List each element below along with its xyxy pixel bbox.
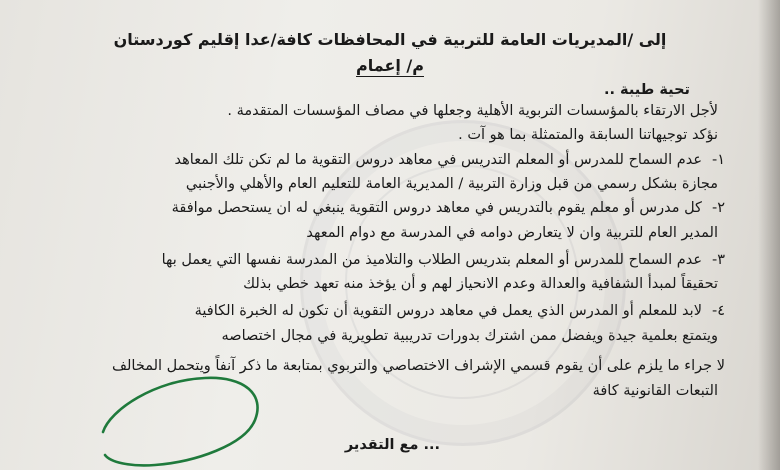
list-item-text: عدم السماح للمدرس أو المعلم بتدريس الطلاب والتلاميذ من المدرسة نفسها التي يعمل بها (161, 252, 702, 268)
list-item-2-line-1 (172, 200, 725, 216)
list-item-text: كل مدرس أو معلم يقوم بالتدريس في معاهد دروس التقوية ينبغي له ان يستحصل موافقة (171, 200, 702, 216)
list-item-1-line-2: مجازة بشكل رسمي من قبل وزارة التربية / المديرية العامة للتعليم العام والأهلي والأجنبي (185, 176, 718, 192)
list-item-number: ٢- (711, 200, 725, 216)
list-item-4-line-2: ويتمتع بعلمية جيدة ويفضل ممن اشترك بدورات تدريبية تطويرية في مجال اختصاصه (221, 328, 718, 344)
page-edge-shadow (758, 0, 780, 470)
list-item-text: عدم السماح للمدرس أو المعلم التدريس في معاهد دروس التقوية ما لم تكن تلك المعاهد (174, 152, 702, 168)
greeting: تحية طيبة .. (603, 82, 690, 98)
recipient-text: إلى /المديريات العامة للتربية في المحافظات كافة/عدا إقليم كوردستان (113, 30, 667, 49)
list-item-1-line-1 (175, 152, 725, 168)
list-item-text: لابد للمعلم أو المدرس الذي يعمل في معاهد دروس التقوية أن تكون له الخبرة الكافية (194, 303, 702, 319)
closing-line-1: لا جراء ما يلزم على أن يقوم قسمي الإشراف الاختصاصي والتربوي بمتابعة ما ذكر آنفاً ويتحمل المخالف (111, 358, 725, 374)
list-item-3-line-2: تحقيقاً لمبدأ الشفافية والعدالة وعدم الانحياز لهم و أن يؤخذ منه تعهد خطي بذلك (243, 276, 718, 292)
recipient-header (0, 30, 780, 49)
regards: ... مع التقدير (344, 437, 440, 453)
list-item-2-line-2: المدير العام للتربية وان لا يتعارض دوامه في المدرسة مع دوام المعهد (306, 225, 718, 241)
intro-line-2: نؤكد توجيهاتنا السابقة والمتمثلة بما هو آت . (458, 127, 718, 143)
closing-line-2: التبعات القانونية كافة (592, 383, 718, 399)
list-item-number: ٤- (711, 303, 725, 319)
list-item-3-line-1 (162, 252, 725, 268)
green-pen-signature-mark (95, 370, 275, 470)
list-item-number: ٣- (711, 252, 725, 268)
list-item-4-line-1 (195, 303, 725, 319)
subject-header (0, 56, 780, 75)
intro-line-1: لأجل الارتقاء بالمؤسسات التربوية الأهلية وجعلها في مصاف المؤسسات المتقدمة . (227, 103, 718, 119)
subject-text: م/ إعمام (355, 56, 424, 75)
list-item-number: ١- (711, 152, 725, 168)
